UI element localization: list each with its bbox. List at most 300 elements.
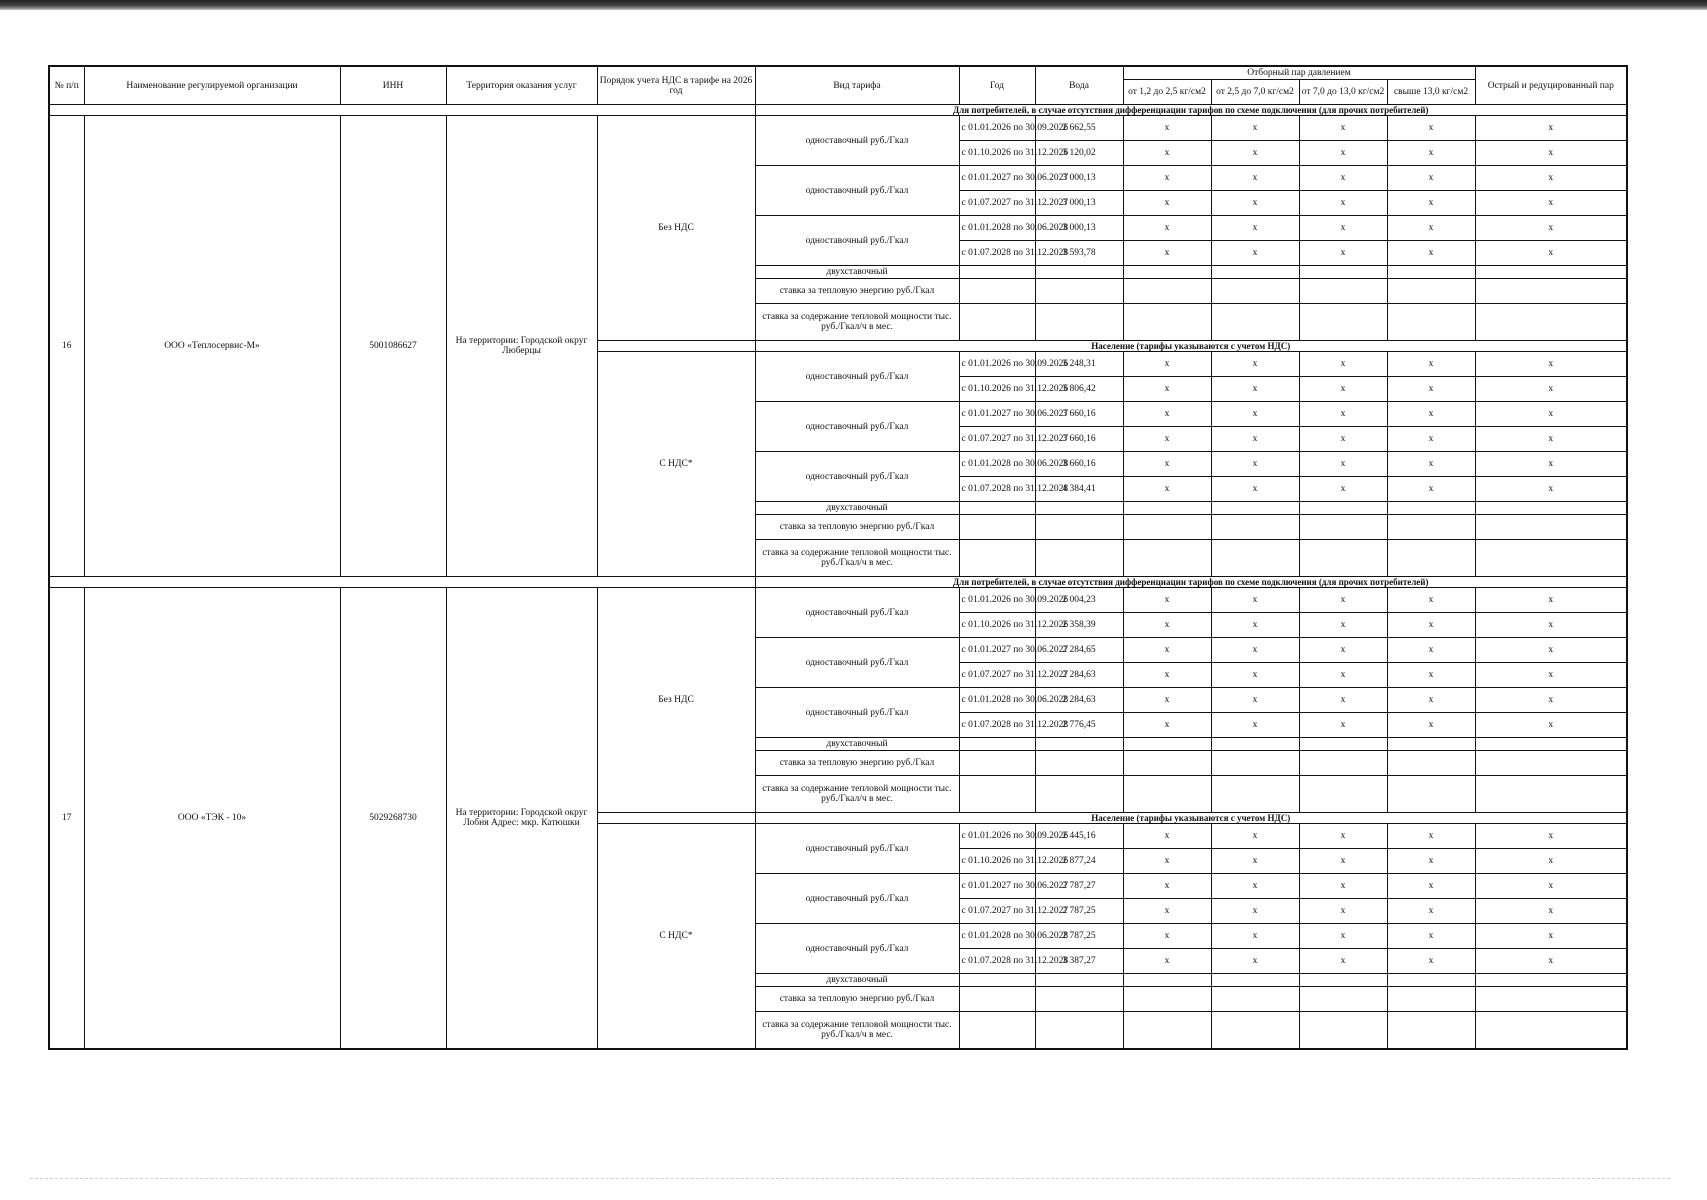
empty-cell xyxy=(1299,738,1387,751)
empty-cell xyxy=(1387,304,1475,341)
period-cell: с 01.07.2028 по 31.12.2028 xyxy=(959,713,1035,738)
empty-cell xyxy=(959,751,1035,776)
period-cell: с 01.01.2027 по 30.06.2027 xyxy=(959,166,1035,191)
not-applicable-mark: x xyxy=(1387,452,1475,477)
not-applicable-mark: x xyxy=(1299,663,1387,688)
not-applicable-mark: x xyxy=(1123,949,1211,974)
not-applicable-mark: x xyxy=(1475,613,1627,638)
empty-cell xyxy=(1211,502,1299,515)
not-applicable-mark: x xyxy=(1475,949,1627,974)
not-applicable-mark: x xyxy=(1299,949,1387,974)
water-value: 2 787,25 xyxy=(1035,924,1123,949)
not-applicable-mark: x xyxy=(1123,166,1211,191)
empty-cell xyxy=(1123,540,1211,577)
empty-cell xyxy=(1211,304,1299,341)
header-row xyxy=(49,66,1627,80)
empty-cell xyxy=(1035,987,1123,1012)
not-applicable-mark: x xyxy=(1211,663,1299,688)
not-applicable-mark: x xyxy=(1123,824,1211,849)
not-applicable-mark: x xyxy=(1123,477,1211,502)
empty-cell xyxy=(1035,738,1123,751)
not-applicable-mark: x xyxy=(1211,638,1299,663)
empty-cell xyxy=(1387,776,1475,813)
empty-cell xyxy=(1299,751,1387,776)
period-cell: с 01.10.2026 по 31.12.2026 xyxy=(959,377,1035,402)
scan-top-edge xyxy=(0,0,1707,10)
not-applicable-mark: x xyxy=(1211,688,1299,713)
not-applicable-mark: x xyxy=(1299,824,1387,849)
not-applicable-mark: x xyxy=(1387,713,1475,738)
not-applicable-mark: x xyxy=(1387,638,1475,663)
period-cell: с 01.01.2026 по 30.09.2026 xyxy=(959,824,1035,849)
scan-artifact-line xyxy=(30,1178,1670,1179)
water-value: 3 000,13 xyxy=(1035,216,1123,241)
header-pressure-3: от 7,0 до 13,0 кг/см2 xyxy=(1299,80,1387,105)
water-value: 2 284,65 xyxy=(1035,638,1123,663)
not-applicable-mark: x xyxy=(1475,713,1627,738)
not-applicable-mark: x xyxy=(1211,613,1299,638)
period-cell: с 01.01.2026 по 30.09.2026 xyxy=(959,352,1035,377)
header-year: Год xyxy=(959,66,1035,105)
empty-cell xyxy=(1299,974,1387,987)
tariff-type-two-part: двухставочный xyxy=(755,974,959,987)
not-applicable-mark: x xyxy=(1211,713,1299,738)
water-value: 2 445,16 xyxy=(1035,824,1123,849)
header-water: Вода xyxy=(1035,66,1123,105)
not-applicable-mark: x xyxy=(1299,477,1387,502)
empty-cell xyxy=(1475,1012,1627,1050)
not-applicable-mark: x xyxy=(1299,713,1387,738)
not-applicable-mark: x xyxy=(1475,191,1627,216)
empty-cell xyxy=(1035,1012,1123,1050)
separator-blank xyxy=(49,105,755,116)
not-applicable-mark: x xyxy=(1123,713,1211,738)
period-cell: с 01.07.2027 по 31.12.2027 xyxy=(959,191,1035,216)
not-applicable-mark: x xyxy=(1475,688,1627,713)
not-applicable-mark: x xyxy=(1299,688,1387,713)
header-tariff-type: Вид тарифа xyxy=(755,66,959,105)
vat-order-no-vat: Без НДС xyxy=(597,116,755,341)
not-applicable-mark: x xyxy=(1475,824,1627,849)
header-pressure-1: от 1,2 до 2,5 кг/см2 xyxy=(1123,80,1211,105)
empty-cell xyxy=(1299,515,1387,540)
empty-cell xyxy=(1475,515,1627,540)
water-value: 2 284,63 xyxy=(1035,663,1123,688)
org-name: ООО «Теплосервис-М» xyxy=(84,116,340,577)
org-inn: 5001086627 xyxy=(340,116,446,577)
tariff-type-one-part: одноставочный руб./Гкал xyxy=(755,352,959,402)
not-applicable-mark: x xyxy=(1123,688,1211,713)
tariff-row xyxy=(49,116,1627,141)
empty-cell xyxy=(1035,540,1123,577)
water-value: 2 004,23 xyxy=(1035,588,1123,613)
empty-cell xyxy=(959,987,1035,1012)
empty-cell xyxy=(1123,266,1211,279)
empty-cell xyxy=(1123,279,1211,304)
empty-cell xyxy=(1035,751,1123,776)
empty-cell xyxy=(959,540,1035,577)
empty-cell xyxy=(1475,776,1627,813)
water-value: 2 358,39 xyxy=(1035,613,1123,638)
empty-cell xyxy=(1123,738,1211,751)
not-applicable-mark: x xyxy=(1299,427,1387,452)
not-applicable-mark: x xyxy=(1123,116,1211,141)
not-applicable-mark: x xyxy=(1211,924,1299,949)
not-applicable-mark: x xyxy=(1123,241,1211,266)
empty-cell xyxy=(1299,502,1387,515)
period-cell: с 01.07.2027 по 31.12.2027 xyxy=(959,663,1035,688)
not-applicable-mark: x xyxy=(1299,874,1387,899)
empty-cell xyxy=(1475,987,1627,1012)
empty-cell xyxy=(1211,751,1299,776)
empty-cell xyxy=(1299,304,1387,341)
empty-cell xyxy=(1387,279,1475,304)
not-applicable-mark: x xyxy=(1475,216,1627,241)
empty-cell xyxy=(1475,751,1627,776)
not-applicable-mark: x xyxy=(1123,352,1211,377)
org-number: 16 xyxy=(49,116,84,577)
empty-cell xyxy=(1211,987,1299,1012)
section-label: Для потребителей, в случае отсутствия дифференциации тарифов по схеме подключения (для прочих потребителей) xyxy=(755,577,1627,588)
not-applicable-mark: x xyxy=(1299,402,1387,427)
water-value: 3 806,42 xyxy=(1035,377,1123,402)
empty-cell xyxy=(959,515,1035,540)
period-cell: с 01.01.2028 по 30.06.2028 xyxy=(959,688,1035,713)
not-applicable-mark: x xyxy=(1123,613,1211,638)
not-applicable-mark: x xyxy=(1299,191,1387,216)
not-applicable-mark: x xyxy=(1387,116,1475,141)
not-applicable-mark: x xyxy=(1211,427,1299,452)
not-applicable-mark: x xyxy=(1387,191,1475,216)
not-applicable-mark: x xyxy=(1211,874,1299,899)
period-cell: с 01.07.2028 по 31.12.2028 xyxy=(959,949,1035,974)
empty-cell xyxy=(959,738,1035,751)
tariff-table xyxy=(48,65,1628,1050)
empty-cell xyxy=(1475,738,1627,751)
org-territory: На территории: Городской округ Люберцы xyxy=(446,116,597,577)
not-applicable-mark: x xyxy=(1123,427,1211,452)
not-applicable-mark: x xyxy=(1387,141,1475,166)
not-applicable-mark: x xyxy=(1299,241,1387,266)
not-applicable-mark: x xyxy=(1299,899,1387,924)
tariff-type-energy-rate: ставка за тепловую энергию руб./Гкал xyxy=(755,515,959,540)
tariff-type-capacity-rate: ставка за содержание тепловой мощности тыс. руб./Гкал/ч в мес. xyxy=(755,304,959,341)
water-value: 4 384,41 xyxy=(1035,477,1123,502)
empty-cell xyxy=(1387,738,1475,751)
period-cell: с 01.01.2027 по 30.06.2027 xyxy=(959,638,1035,663)
not-applicable-mark: x xyxy=(1387,477,1475,502)
empty-cell xyxy=(1299,776,1387,813)
tariff-type-one-part: одноставочный руб./Гкал xyxy=(755,874,959,924)
not-applicable-mark: x xyxy=(1387,613,1475,638)
tariff-type-energy-rate: ставка за тепловую энергию руб./Гкал xyxy=(755,751,959,776)
header-pressure-2: от 2,5 до 7,0 кг/см2 xyxy=(1211,80,1299,105)
section-label: Для потребителей, в случае отсутствия дифференциации тарифов по схеме подключения (для прочих потребителей) xyxy=(755,105,1627,116)
not-applicable-mark: x xyxy=(1475,427,1627,452)
water-value: 2 787,25 xyxy=(1035,899,1123,924)
empty-cell xyxy=(1211,540,1299,577)
not-applicable-mark: x xyxy=(1387,588,1475,613)
period-cell: с 01.01.2027 по 30.06.2027 xyxy=(959,402,1035,427)
tariff-type-capacity-rate: ставка за содержание тепловой мощности тыс. руб./Гкал/ч в мес. xyxy=(755,1012,959,1050)
not-applicable-mark: x xyxy=(1387,949,1475,974)
period-cell: с 01.01.2028 по 30.06.2028 xyxy=(959,216,1035,241)
empty-cell xyxy=(1387,1012,1475,1050)
empty-cell xyxy=(1035,304,1123,341)
period-cell: с 01.01.2026 по 30.09.2026 xyxy=(959,116,1035,141)
empty-cell xyxy=(1475,304,1627,341)
org-name: ООО «ТЭК - 10» xyxy=(84,588,340,1050)
empty-cell xyxy=(1123,751,1211,776)
water-value: 3 000,13 xyxy=(1035,166,1123,191)
section-label: Население (тарифы указываются с учетом НДС) xyxy=(755,813,1627,824)
empty-cell xyxy=(1475,279,1627,304)
empty-cell xyxy=(1387,540,1475,577)
not-applicable-mark: x xyxy=(1123,216,1211,241)
section-label: Население (тарифы указываются с учетом НДС) xyxy=(755,341,1627,352)
not-applicable-mark: x xyxy=(1475,402,1627,427)
empty-cell xyxy=(959,502,1035,515)
period-cell: с 01.10.2026 по 31.12.2026 xyxy=(959,141,1035,166)
not-applicable-mark: x xyxy=(1211,166,1299,191)
empty-cell xyxy=(1123,1012,1211,1050)
empty-cell xyxy=(1035,266,1123,279)
not-applicable-mark: x xyxy=(1387,688,1475,713)
not-applicable-mark: x xyxy=(1123,452,1211,477)
water-value: 3 248,31 xyxy=(1035,352,1123,377)
empty-cell xyxy=(1387,987,1475,1012)
period-cell: с 01.07.2027 по 31.12.2027 xyxy=(959,427,1035,452)
empty-cell xyxy=(1387,515,1475,540)
tariff-type-two-part: двухставочный xyxy=(755,502,959,515)
empty-cell xyxy=(959,1012,1035,1050)
not-applicable-mark: x xyxy=(1387,402,1475,427)
not-applicable-mark: x xyxy=(1299,613,1387,638)
period-cell: с 01.01.2028 по 30.06.2028 xyxy=(959,924,1035,949)
not-applicable-mark: x xyxy=(1211,216,1299,241)
not-applicable-mark: x xyxy=(1123,899,1211,924)
not-applicable-mark: x xyxy=(1475,924,1627,949)
header-sharp-steam: Острый и редуцированный пар xyxy=(1475,66,1627,105)
header-inn: ИНН xyxy=(340,66,446,105)
not-applicable-mark: x xyxy=(1475,899,1627,924)
not-applicable-mark: x xyxy=(1299,352,1387,377)
empty-cell xyxy=(1475,540,1627,577)
vat-order-with-vat: С НДС* xyxy=(597,352,755,577)
empty-cell xyxy=(1475,974,1627,987)
not-applicable-mark: x xyxy=(1387,352,1475,377)
not-applicable-mark: x xyxy=(1475,352,1627,377)
empty-cell xyxy=(1035,502,1123,515)
not-applicable-mark: x xyxy=(1211,352,1299,377)
tariff-type-two-part: двухставочный xyxy=(755,266,959,279)
empty-cell xyxy=(1123,776,1211,813)
water-value: 3 660,16 xyxy=(1035,427,1123,452)
not-applicable-mark: x xyxy=(1211,241,1299,266)
not-applicable-mark: x xyxy=(1123,663,1211,688)
tariff-type-one-part: одноставочный руб./Гкал xyxy=(755,688,959,738)
not-applicable-mark: x xyxy=(1211,824,1299,849)
not-applicable-mark: x xyxy=(1211,477,1299,502)
not-applicable-mark: x xyxy=(1299,638,1387,663)
vat-order-with-vat: С НДС* xyxy=(597,824,755,1050)
water-value: 3 660,16 xyxy=(1035,452,1123,477)
tariff-type-one-part: одноставочный руб./Гкал xyxy=(755,116,959,166)
not-applicable-mark: x xyxy=(1387,166,1475,191)
empty-cell xyxy=(959,304,1035,341)
empty-cell xyxy=(1123,515,1211,540)
empty-cell xyxy=(1387,974,1475,987)
empty-cell xyxy=(1299,540,1387,577)
period-cell: с 01.07.2028 по 31.12.2028 xyxy=(959,241,1035,266)
empty-cell xyxy=(1211,776,1299,813)
empty-cell xyxy=(1123,502,1211,515)
not-applicable-mark: x xyxy=(1211,899,1299,924)
not-applicable-mark: x xyxy=(1211,588,1299,613)
tariff-type-one-part: одноставочный руб./Гкал xyxy=(755,452,959,502)
water-value: 2 662,55 xyxy=(1035,116,1123,141)
empty-cell xyxy=(1211,738,1299,751)
org-territory: На территории: Городской округ Лобня Адрес: мкр. Катюшки xyxy=(446,588,597,1050)
not-applicable-mark: x xyxy=(1211,949,1299,974)
empty-cell xyxy=(1211,515,1299,540)
not-applicable-mark: x xyxy=(1475,141,1627,166)
tariff-type-capacity-rate: ставка за содержание тепловой мощности тыс. руб./Гкал/ч в мес. xyxy=(755,540,959,577)
section-separator-row xyxy=(49,105,1627,116)
org-inn: 5029268730 xyxy=(340,588,446,1050)
water-value: 3 387,27 xyxy=(1035,949,1123,974)
not-applicable-mark: x xyxy=(1475,849,1627,874)
not-applicable-mark: x xyxy=(1299,141,1387,166)
empty-cell xyxy=(959,266,1035,279)
org-number: 17 xyxy=(49,588,84,1050)
not-applicable-mark: x xyxy=(1387,241,1475,266)
tariff-type-energy-rate: ставка за тепловую энергию руб./Гкал xyxy=(755,987,959,1012)
empty-cell xyxy=(1387,502,1475,515)
not-applicable-mark: x xyxy=(1123,402,1211,427)
not-applicable-mark: x xyxy=(1299,216,1387,241)
period-cell: с 01.01.2027 по 30.06.2027 xyxy=(959,874,1035,899)
empty-cell xyxy=(1475,266,1627,279)
vat-order-no-vat: Без НДС xyxy=(597,588,755,813)
not-applicable-mark: x xyxy=(1211,191,1299,216)
not-applicable-mark: x xyxy=(1299,377,1387,402)
not-applicable-mark: x xyxy=(1123,588,1211,613)
section-separator-row xyxy=(49,577,1627,588)
water-value: 3 593,78 xyxy=(1035,241,1123,266)
period-cell: с 01.01.2026 по 30.09.2026 xyxy=(959,588,1035,613)
header-pressure-4: свыше 13,0 кг/см2 xyxy=(1387,80,1475,105)
period-cell: с 01.10.2026 по 31.12.2026 xyxy=(959,613,1035,638)
not-applicable-mark: x xyxy=(1211,116,1299,141)
not-applicable-mark: x xyxy=(1123,874,1211,899)
not-applicable-mark: x xyxy=(1475,588,1627,613)
empty-cell xyxy=(1387,266,1475,279)
header-vat-order: Порядок учета НДС в тарифе на 2026 год xyxy=(597,66,755,105)
empty-cell xyxy=(1123,304,1211,341)
tariff-type-one-part: одноставочный руб./Гкал xyxy=(755,824,959,874)
empty-cell xyxy=(959,776,1035,813)
not-applicable-mark: x xyxy=(1299,166,1387,191)
separator-blank xyxy=(597,813,755,824)
separator-blank xyxy=(49,577,755,588)
not-applicable-mark: x xyxy=(1211,377,1299,402)
not-applicable-mark: x xyxy=(1475,452,1627,477)
not-applicable-mark: x xyxy=(1475,116,1627,141)
header-steam-group: Отборный пар давлением xyxy=(1123,66,1475,80)
not-applicable-mark: x xyxy=(1211,452,1299,477)
period-cell: с 01.10.2026 по 31.12.2026 xyxy=(959,849,1035,874)
not-applicable-mark: x xyxy=(1387,849,1475,874)
tariff-type-one-part: одноставочный руб./Гкал xyxy=(755,402,959,452)
not-applicable-mark: x xyxy=(1387,924,1475,949)
empty-cell xyxy=(1123,974,1211,987)
empty-cell xyxy=(1211,1012,1299,1050)
not-applicable-mark: x xyxy=(1475,874,1627,899)
not-applicable-mark: x xyxy=(1299,588,1387,613)
header-territory: Территория оказания услуг xyxy=(446,66,597,105)
water-value: 2 284,63 xyxy=(1035,688,1123,713)
not-applicable-mark: x xyxy=(1211,141,1299,166)
empty-cell xyxy=(1035,974,1123,987)
tariff-row xyxy=(49,588,1627,613)
not-applicable-mark: x xyxy=(1123,924,1211,949)
tariff-type-two-part: двухставочный xyxy=(755,738,959,751)
not-applicable-mark: x xyxy=(1387,899,1475,924)
not-applicable-mark: x xyxy=(1475,638,1627,663)
not-applicable-mark: x xyxy=(1299,849,1387,874)
not-applicable-mark: x xyxy=(1299,116,1387,141)
empty-cell xyxy=(1299,987,1387,1012)
tariff-type-one-part: одноставочный руб./Гкал xyxy=(755,588,959,638)
period-cell: с 01.07.2027 по 31.12.2027 xyxy=(959,899,1035,924)
empty-cell xyxy=(959,974,1035,987)
header-org: Наименование регулируемой организации xyxy=(84,66,340,105)
water-value: 3 000,13 xyxy=(1035,191,1123,216)
empty-cell xyxy=(1211,266,1299,279)
not-applicable-mark: x xyxy=(1299,452,1387,477)
empty-cell xyxy=(959,279,1035,304)
empty-cell xyxy=(1387,751,1475,776)
not-applicable-mark: x xyxy=(1123,638,1211,663)
not-applicable-mark: x xyxy=(1211,849,1299,874)
tariff-type-one-part: одноставочный руб./Гкал xyxy=(755,216,959,266)
empty-cell xyxy=(1211,974,1299,987)
header-num: № п/п xyxy=(49,66,84,105)
not-applicable-mark: x xyxy=(1387,663,1475,688)
not-applicable-mark: x xyxy=(1123,849,1211,874)
empty-cell xyxy=(1299,1012,1387,1050)
not-applicable-mark: x xyxy=(1123,377,1211,402)
not-applicable-mark: x xyxy=(1475,377,1627,402)
empty-cell xyxy=(1035,776,1123,813)
empty-cell xyxy=(1211,279,1299,304)
water-value: 2 877,24 xyxy=(1035,849,1123,874)
not-applicable-mark: x xyxy=(1299,924,1387,949)
tariff-type-energy-rate: ставка за тепловую энергию руб./Гкал xyxy=(755,279,959,304)
tariff-type-capacity-rate: ставка за содержание тепловой мощности тыс. руб./Гкал/ч в мес. xyxy=(755,776,959,813)
tariff-type-one-part: одноставочный руб./Гкал xyxy=(755,924,959,974)
not-applicable-mark: x xyxy=(1211,402,1299,427)
not-applicable-mark: x xyxy=(1475,166,1627,191)
empty-cell xyxy=(1299,279,1387,304)
not-applicable-mark: x xyxy=(1387,824,1475,849)
empty-cell xyxy=(1035,515,1123,540)
water-value: 2 787,27 xyxy=(1035,874,1123,899)
separator-blank xyxy=(597,341,755,352)
not-applicable-mark: x xyxy=(1123,191,1211,216)
empty-cell xyxy=(1123,987,1211,1012)
